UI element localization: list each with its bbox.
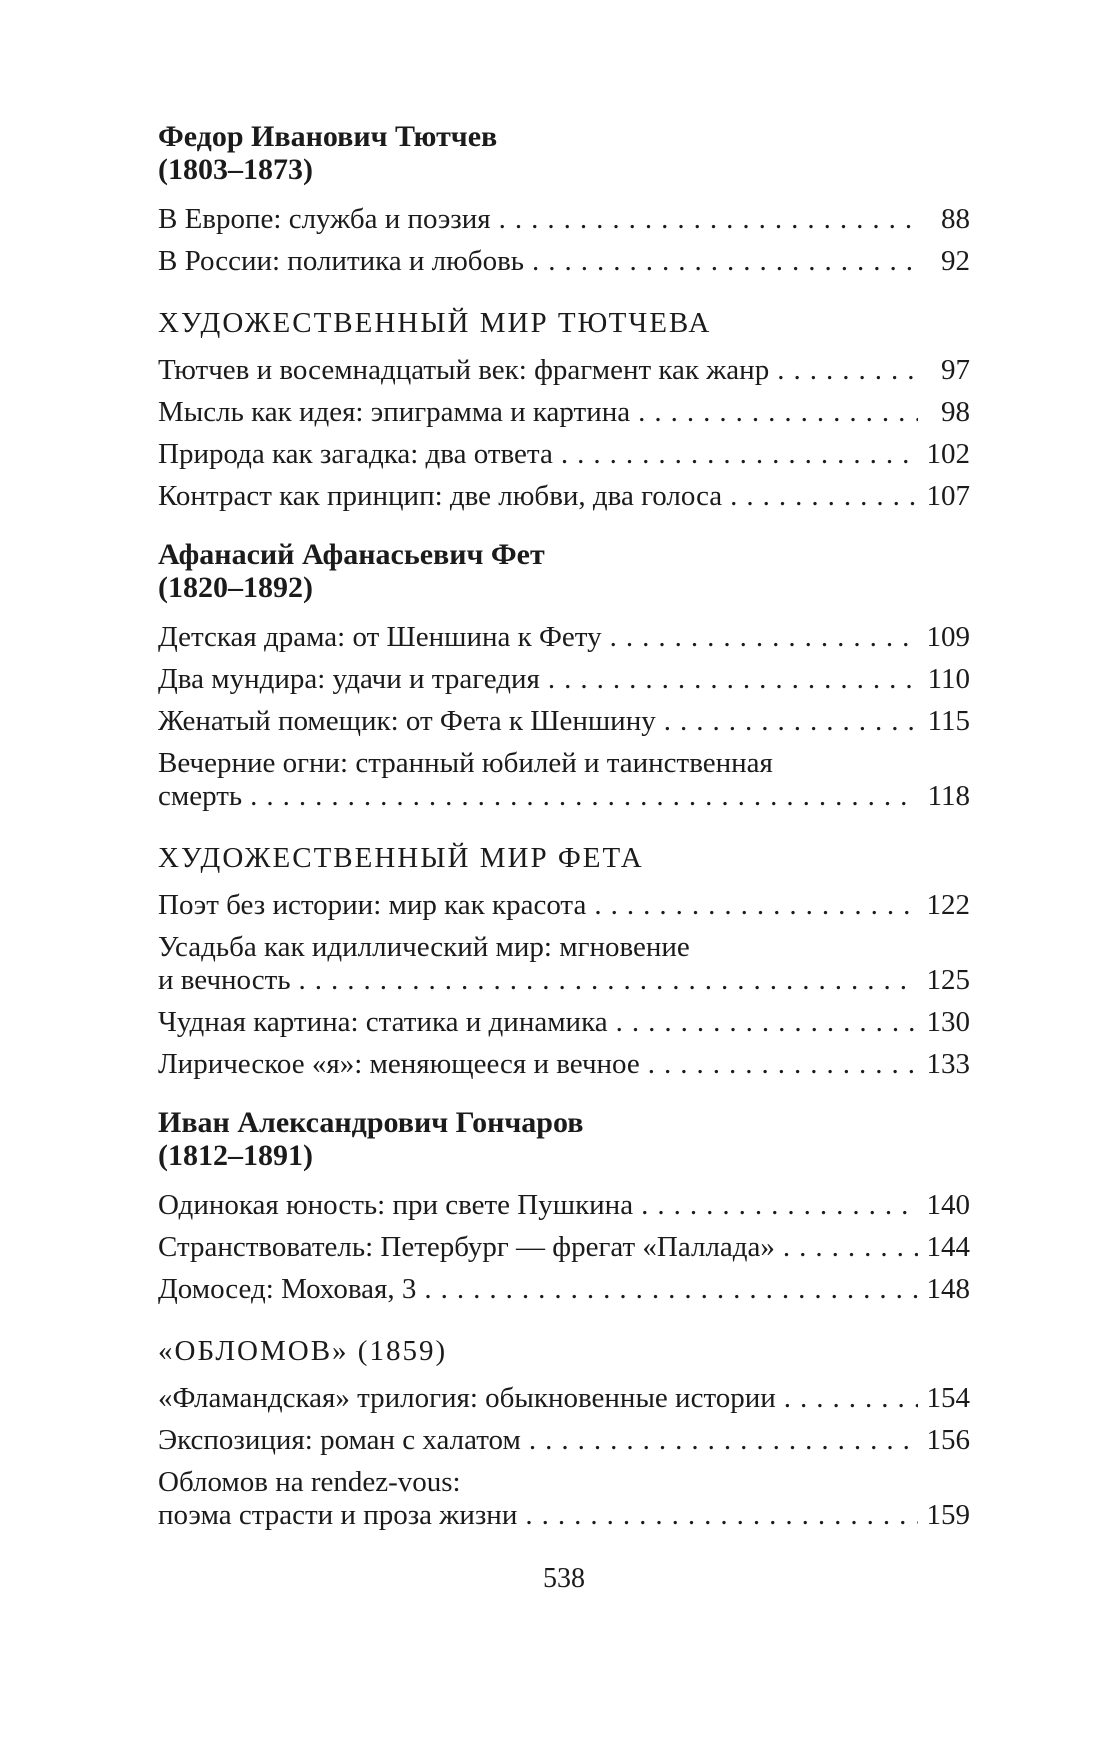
entry-page-number: 102 xyxy=(926,438,970,470)
entry-page-number: 88 xyxy=(941,203,970,235)
dot-leader xyxy=(664,700,918,742)
entry-title: «Фламандская» трилогия: обыкновенные истории xyxy=(158,1382,776,1414)
entry-page-number: 144 xyxy=(926,1231,970,1263)
entry-page-number: 107 xyxy=(926,480,970,512)
part-heading: «ОБЛОМОВ» (1859) xyxy=(158,1335,448,1367)
toc-entry xyxy=(158,1377,970,1419)
author-heading xyxy=(158,120,970,186)
dot-leader xyxy=(250,775,918,817)
dot-leader xyxy=(529,1419,918,1461)
entry-page-number: 133 xyxy=(926,1048,970,1080)
entry-title: Одинокая юность: при свете Пушкина xyxy=(158,1189,634,1221)
author-name: Иван Александрович Гончаров xyxy=(158,1106,584,1139)
dot-leader xyxy=(641,1184,918,1226)
author-years: (1803–1873) xyxy=(158,153,313,186)
entry-title-line1: Вечерние огни: странный юбилей и таинственная xyxy=(158,747,773,779)
entry-page-number: 110 xyxy=(927,663,970,695)
entry-title: В Европе: служба и поэзия xyxy=(158,203,491,235)
toc-entry xyxy=(158,884,970,926)
dot-leader xyxy=(783,1226,918,1268)
toc-entry xyxy=(158,700,970,742)
toc-entry xyxy=(158,658,970,700)
dot-leader xyxy=(730,475,918,517)
entry-page-number: 109 xyxy=(926,621,970,653)
dot-leader xyxy=(784,1377,918,1419)
part-heading: ХУДОЖЕСТВЕННЫЙ МИР ТЮТЧЕВА xyxy=(158,307,712,339)
entry-title-line2: смерть xyxy=(158,780,243,812)
entry-page-number: 140 xyxy=(926,1189,970,1221)
entry-title-line1: Усадьба как идиллический мир: мгновение xyxy=(158,931,690,963)
toc-section-mir-feta xyxy=(158,837,970,1085)
toc-entry xyxy=(158,1226,970,1268)
entry-title: Тютчев и восемнадцатый век: фрагмент как жанр xyxy=(158,354,770,386)
entry-title: Домосед: Моховая, 3 xyxy=(158,1273,417,1305)
dot-leader xyxy=(610,616,918,658)
entry-title: Странствователь: Петербург — фрегат «Паллада» xyxy=(158,1231,775,1263)
toc-entry xyxy=(158,1268,970,1310)
entry-page-number: 154 xyxy=(926,1382,970,1414)
toc-entry xyxy=(158,433,970,475)
toc-entry xyxy=(158,349,970,391)
entry-page-number: 115 xyxy=(927,705,970,737)
toc-entry xyxy=(158,1184,970,1226)
entry-page-number: 130 xyxy=(926,1006,970,1038)
author-name: Афанасий Афанасьевич Фет xyxy=(158,538,545,571)
author-name: Федор Иванович Тютчев xyxy=(158,120,498,153)
toc-section-goncharov xyxy=(158,1106,970,1310)
entry-page-number: 159 xyxy=(926,1499,970,1531)
toc-entry xyxy=(158,1043,970,1085)
dot-leader xyxy=(648,1043,918,1085)
entry-title: Контраст как принцип: две любви, два голоса xyxy=(158,480,723,512)
entry-title: Чудная картина: статика и динамика xyxy=(158,1006,608,1038)
entry-page-number: 97 xyxy=(941,354,970,386)
entry-title: Женатый помещик: от Фета к Шеншину xyxy=(158,705,656,737)
entry-title: В России: политика и любовь xyxy=(158,245,524,277)
toc-entry xyxy=(158,198,970,240)
entry-page-number: 148 xyxy=(926,1273,970,1305)
toc-entry xyxy=(158,240,970,282)
toc-entry xyxy=(158,616,970,658)
entry-page-number: 98 xyxy=(941,396,970,428)
entry-page-number: 118 xyxy=(927,780,970,812)
dot-leader xyxy=(424,1268,918,1310)
entry-title: Мысль как идея: эпиграмма и картина xyxy=(158,396,631,428)
toc-entry xyxy=(158,1419,970,1461)
dot-leader xyxy=(532,240,918,282)
part-heading: ХУДОЖЕСТВЕННЫЙ МИР ФЕТА xyxy=(158,842,644,874)
entry-page-number: 122 xyxy=(926,889,970,921)
dot-leader xyxy=(594,884,918,926)
toc-section-mir-tyutcheva xyxy=(158,302,970,517)
toc-entry xyxy=(158,391,970,433)
author-heading xyxy=(158,538,970,604)
toc-section-oblomov xyxy=(158,1330,970,1536)
author-years: (1812–1891) xyxy=(158,1139,313,1172)
entry-page-number: 156 xyxy=(926,1424,970,1456)
dot-leader xyxy=(499,198,918,240)
author-years: (1820–1892) xyxy=(158,571,313,604)
entry-page-number: 125 xyxy=(926,964,970,996)
toc-entry xyxy=(158,742,970,817)
entry-title: Экспозиция: роман с халатом xyxy=(158,1424,521,1456)
toc-section-fet xyxy=(158,538,970,817)
page-number-footer: 538 xyxy=(543,1563,585,1594)
dot-leader xyxy=(548,658,918,700)
entry-title: Поэт без истории: мир как красота xyxy=(158,889,587,921)
dot-leader xyxy=(616,1001,918,1043)
dot-leader xyxy=(561,433,918,475)
entry-title-line1: Обломов на rendez-vous: xyxy=(158,1466,461,1498)
entry-title-line2: поэма страсти и проза жизни xyxy=(158,1499,518,1531)
entry-title: Лирическое «я»: меняющееся и вечное xyxy=(158,1048,640,1080)
toc-entry xyxy=(158,1461,970,1536)
toc-section-tyutchev xyxy=(158,120,970,282)
dot-leader xyxy=(638,391,918,433)
entry-title: Два мундира: удачи и трагедия xyxy=(158,663,540,695)
entry-page-number: 92 xyxy=(941,245,970,277)
toc-entry xyxy=(158,926,970,1001)
entry-title: Детская драма: от Шеншина к Фету xyxy=(158,621,602,653)
toc-entry xyxy=(158,475,970,517)
toc-entry xyxy=(158,1001,970,1043)
entry-title-line2: и вечность xyxy=(158,964,291,996)
dot-leader xyxy=(525,1494,918,1536)
entry-title: Природа как загадка: два ответа xyxy=(158,438,553,470)
dot-leader xyxy=(299,959,918,1001)
dot-leader xyxy=(777,349,918,391)
author-heading xyxy=(158,1106,970,1172)
